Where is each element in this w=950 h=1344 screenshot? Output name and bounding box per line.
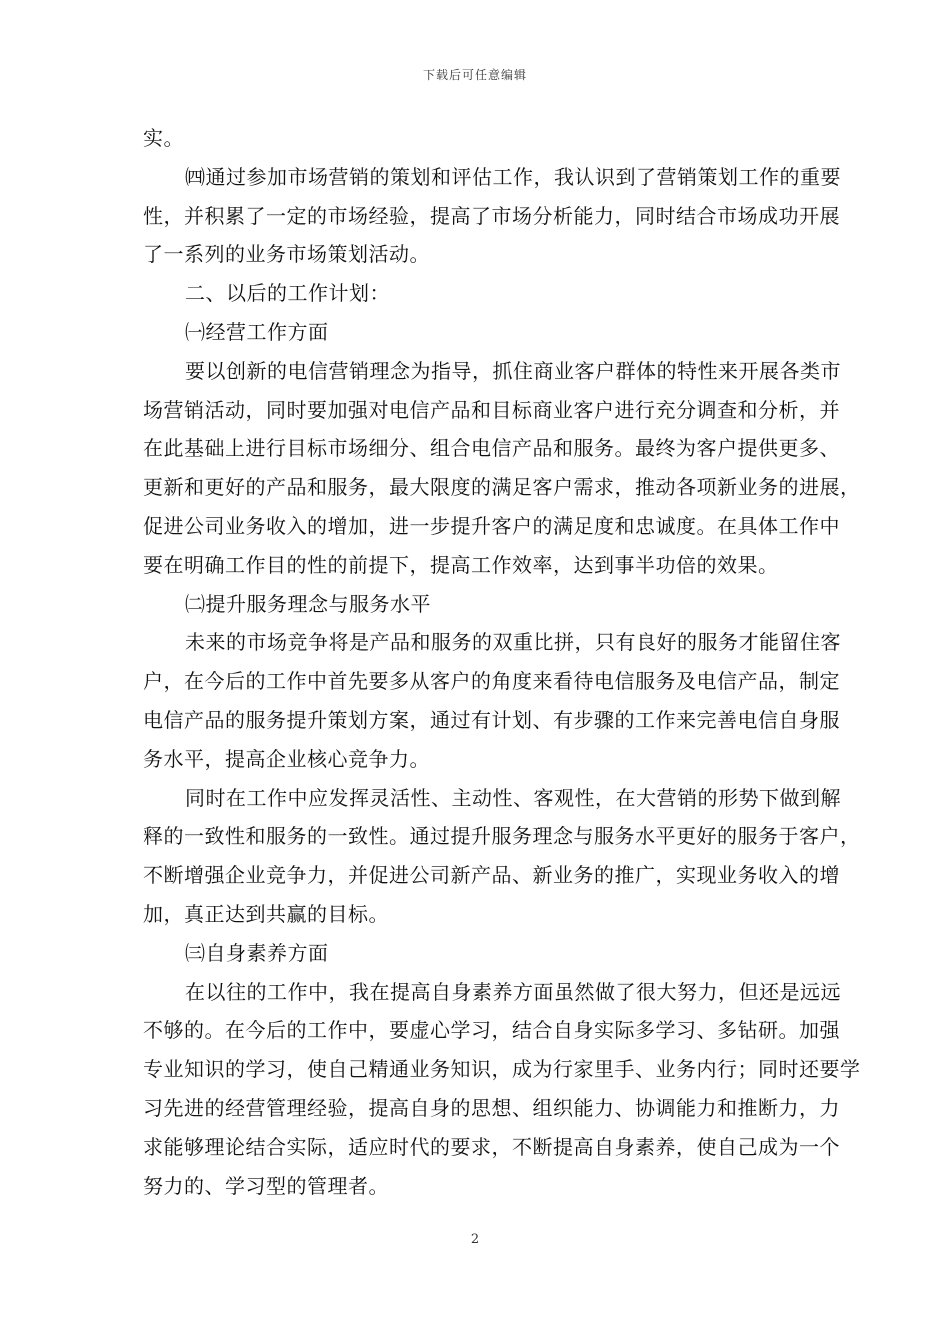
text-line: 性，并积累了一定的市场经验，提高了市场分析能力，同时结合市场成功开展 bbox=[143, 203, 840, 228]
text-line: 释的一致性和服务的一致性。通过提升服务理念与服务水平更好的服务于客户， bbox=[143, 824, 861, 849]
text-line: 户，在今后的工作中首先要多从客户的角度来看待电信服务及电信产品，制定 bbox=[143, 669, 840, 694]
text-line: 务水平，提高企业核心竞争力。 bbox=[143, 746, 430, 771]
text-line: 不够的。在今后的工作中，要虚心学习，结合自身实际多学习、多钻研。加强 bbox=[143, 1018, 840, 1043]
text-line: 电信产品的服务提升策划方案，通过有计划、有步骤的工作来完善电信自身服 bbox=[143, 707, 840, 732]
text-line: ㈢自身素养方面 bbox=[185, 940, 329, 965]
text-line: ㈠经营工作方面 bbox=[185, 319, 329, 344]
text-line: 加，真正达到共赢的目标。 bbox=[143, 901, 389, 926]
text-line: 未来的市场竞争将是产品和服务的双重比拼，只有良好的服务才能留住客 bbox=[185, 630, 841, 655]
text-line: 要在明确工作目的性的前提下，提高工作效率，达到事半功倍的效果。 bbox=[143, 552, 779, 577]
text-line: 二、以后的工作计划： bbox=[185, 281, 390, 306]
text-line: 专业知识的学习，使自己精通业务知识，成为行家里手、业务内行；同时还要学 bbox=[143, 1057, 861, 1082]
body-text bbox=[143, 119, 861, 1205]
text-line: 要以创新的电信营销理念为指导，抓住商业客户群体的特性来开展各类市 bbox=[185, 358, 841, 383]
text-line: 不断增强企业竞争力，并促进公司新产品、新业务的推广，实现业务收入的增 bbox=[143, 863, 840, 888]
text-line: ㈣通过参加市场营销的策划和评估工作，我认识到了营销策划工作的重要 bbox=[185, 164, 841, 189]
page-header: 下载后可任意编辑 bbox=[422, 68, 527, 82]
text-line: 求能够理论结合实际，适应时代的要求，不断提高自身素养，使自己成为一个 bbox=[143, 1134, 840, 1159]
page-number: 2 bbox=[470, 1232, 480, 1247]
text-line: 在以往的工作中，我在提高自身素养方面虽然做了很大努力，但还是远远 bbox=[185, 979, 841, 1004]
text-line: 场营销活动，同时要加强对电信产品和目标商业客户进行充分调查和分析，并 bbox=[143, 397, 840, 422]
text-line: 更新和更好的产品和服务，最大限度的满足客户需求，推动各项新业务的进展， bbox=[143, 475, 861, 500]
text-line: ㈡提升服务理念与服务水平 bbox=[185, 591, 431, 616]
text-line: 促进公司业务收入的增加，进一步提升客户的满足度和忠诚度。在具体工作中 bbox=[143, 513, 840, 538]
text-line: 在此基础上进行目标市场细分、组合电信产品和服务。最终为客户提供更多、 bbox=[143, 436, 840, 461]
text-line: 同时在工作中应发挥灵活性、主动性、客观性，在大营销的形势下做到解 bbox=[185, 785, 841, 810]
text-line: 了一系列的业务市场策划活动。 bbox=[143, 242, 430, 267]
text-line: 实。 bbox=[143, 126, 184, 150]
text-line: 努力的、学习型的管理者。 bbox=[143, 1173, 389, 1198]
text-line: 习先进的经营管理经验，提高自身的思想、组织能力、协调能力和推断力，力 bbox=[143, 1095, 840, 1120]
